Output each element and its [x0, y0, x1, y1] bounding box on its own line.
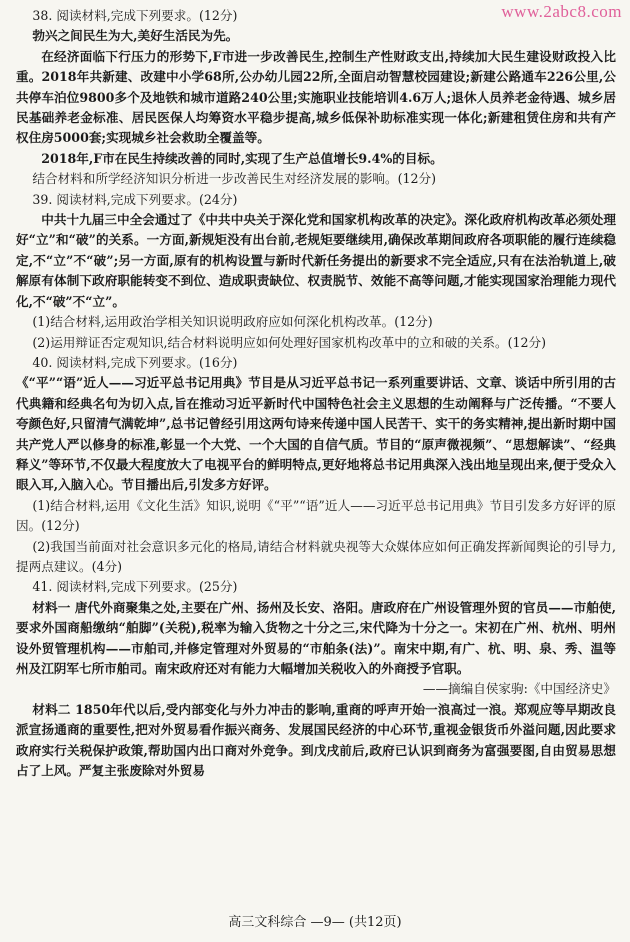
q40-task-1: (1)结合材料,运用《文化生活》知识,说明《“平”“语”近人——习近平总书记用典》节目引发多方好评的原因。(12分): [16, 497, 616, 534]
q38-task: 结合材料和所学经济知识分析进一步改善民生对经济发展的影响。(12分): [32, 171, 437, 187]
q39-task-2: (2)运用辩证否定观知识,结合材料说明应如何处理好国家机构改革中的立和破的关系。(12分): [32, 334, 547, 350]
q38-paragraph-1: 在经济面临下行压力的形势下,F市进一步改善民生,控制生产性财政支出,持续加大民生建设财政投入比重。2018年共新建、改建中小学68所,公办幼儿园22所,全面启动智慧校园建设;新建公路通车226公里,公共停车泊位9800多个及地铁和城市道路240公里;实施职业技能培训4.6万人;退休人员养老金待遇、城乡居民基础养老金标准、居民医保人均筹资水平稳步提高,城乡低保补助标准实现一体化;新建租赁住房和共有产权住房5000套;实现城乡社会救助全覆盖等。: [16, 48, 616, 146]
q39-paragraph: 中共十九届三中全会通过了《中共中央关于深化党和国家机构改革的决定》。深化政府机构改革必须处理好“立”和“破”的关系。一方面,新规矩没有出台前,老规矩要继续用,确保改革期间政府各项职能的履行连续稳定,不“立”不“破”;另一方面,原有的机构设置与新时代新任务提出的新要求不完全适应,只有在法治轨道上,破解原有体制下政府职能转变不到位、造成职责缺位、权责脱节、效能不高等问题,才能实现国家治理能力现代化,不“破”不“立”。: [16, 212, 616, 309]
question-40: [16, 353, 616, 577]
question-39: [16, 190, 616, 353]
q41-title: 41. 阅读材料,完成下列要求。(25分): [32, 579, 238, 595]
q40-task-2: (2)我国当前面对社会意识多元化的格局,请结合材料就央视等大众媒体应如何正确发挥新闻舆论的引导力,提两点建议。(4分): [16, 538, 616, 574]
question-41: [16, 577, 616, 781]
q41-material-2: 材料二 1850年代以后,受内部变化与外力冲击的影响,重商的呼声开始一浪高过一浪。郑观应等早期改良派宣扬通商的重要性,把对外贸易看作振兴商务、发展国民经济的中心环节,重视金银货币外溢问题,因此要求政府实行关税保护政策,帮助国内出口商对外竞争。到戊戌前后,政府已认识到商务为富强要图,自由贸易思想占了上风。严复主张废除对外贸易: [16, 701, 616, 779]
page-footer: 高三文科综合 —9— (共12页): [228, 915, 402, 930]
document-body: [16, 6, 616, 781]
q41-material-1-source: ——摘编自侯家驹:《中国经济史》: [422, 681, 616, 697]
q40-paragraph: 《“平”“语”近人——习近平总书记用典》节目是从习近平总书记一系列重要讲话、文章、谈话中所引用的古代典籍和经典名句为切入点,旨在推动习近平新时代中国特色社会主义思想的生动阐释与广泛传播。“不要人夸颜色好,只留清气满乾坤”,总书记曾经引用这两句诗来传递中国人民苦干、实干的务实精神,提出新时期中国共产党人严以修身的标准,彰显一个大党、一个大国的自信气质。节目的“原声微视频”、“思想解读”、“经典释义”等环节,不仅最大程度放大了电视平台的鲜明特点,更好地将总书记用典深入浅出地呈现出来,便于受众入眼入耳,入脑入心。节目播出后,引发多方好评。: [16, 375, 616, 493]
question-38: [16, 6, 616, 190]
q41-material-1: 材料一 唐代外商聚集之处,主要在广州、扬州及长安、洛阳。唐政府在广州设管理外贸的官员——市舶使,要求外国商船缴纳“舶脚”(关税),税率为输入货物之十分之三,宋代降为十分之一。宋初在广州、杭州、明州设外贸管理机构——市舶司,并修定管理对外贸易的“市舶条(法)”。南宋中期,有广、杭、明、泉、秀、温等州及江阴军七所市舶司。南宋政府还对有能力大幅增加关税收入的外商授予官职。: [16, 599, 616, 676]
q39-title: 39. 阅读材料,完成下列要求。(24分): [32, 191, 238, 207]
q38-title: 38. 阅读材料,完成下列要求。(12分): [32, 8, 238, 23]
q38-slogan: 勃兴之间民生为大,美好生活民为先。: [32, 28, 239, 44]
q40-title: 40. 阅读材料,完成下列要求。(16分): [32, 354, 238, 370]
q38-paragraph-2: 2018年,F市在民生持续改善的同时,实现了生产总值增长9.4%的目标。: [41, 150, 443, 166]
q39-task-1: (1)结合材料,运用政治学相关知识说明政府应如何深化机构改革。(12分): [32, 314, 433, 330]
watermark: www.2abc8.com: [501, 2, 622, 21]
